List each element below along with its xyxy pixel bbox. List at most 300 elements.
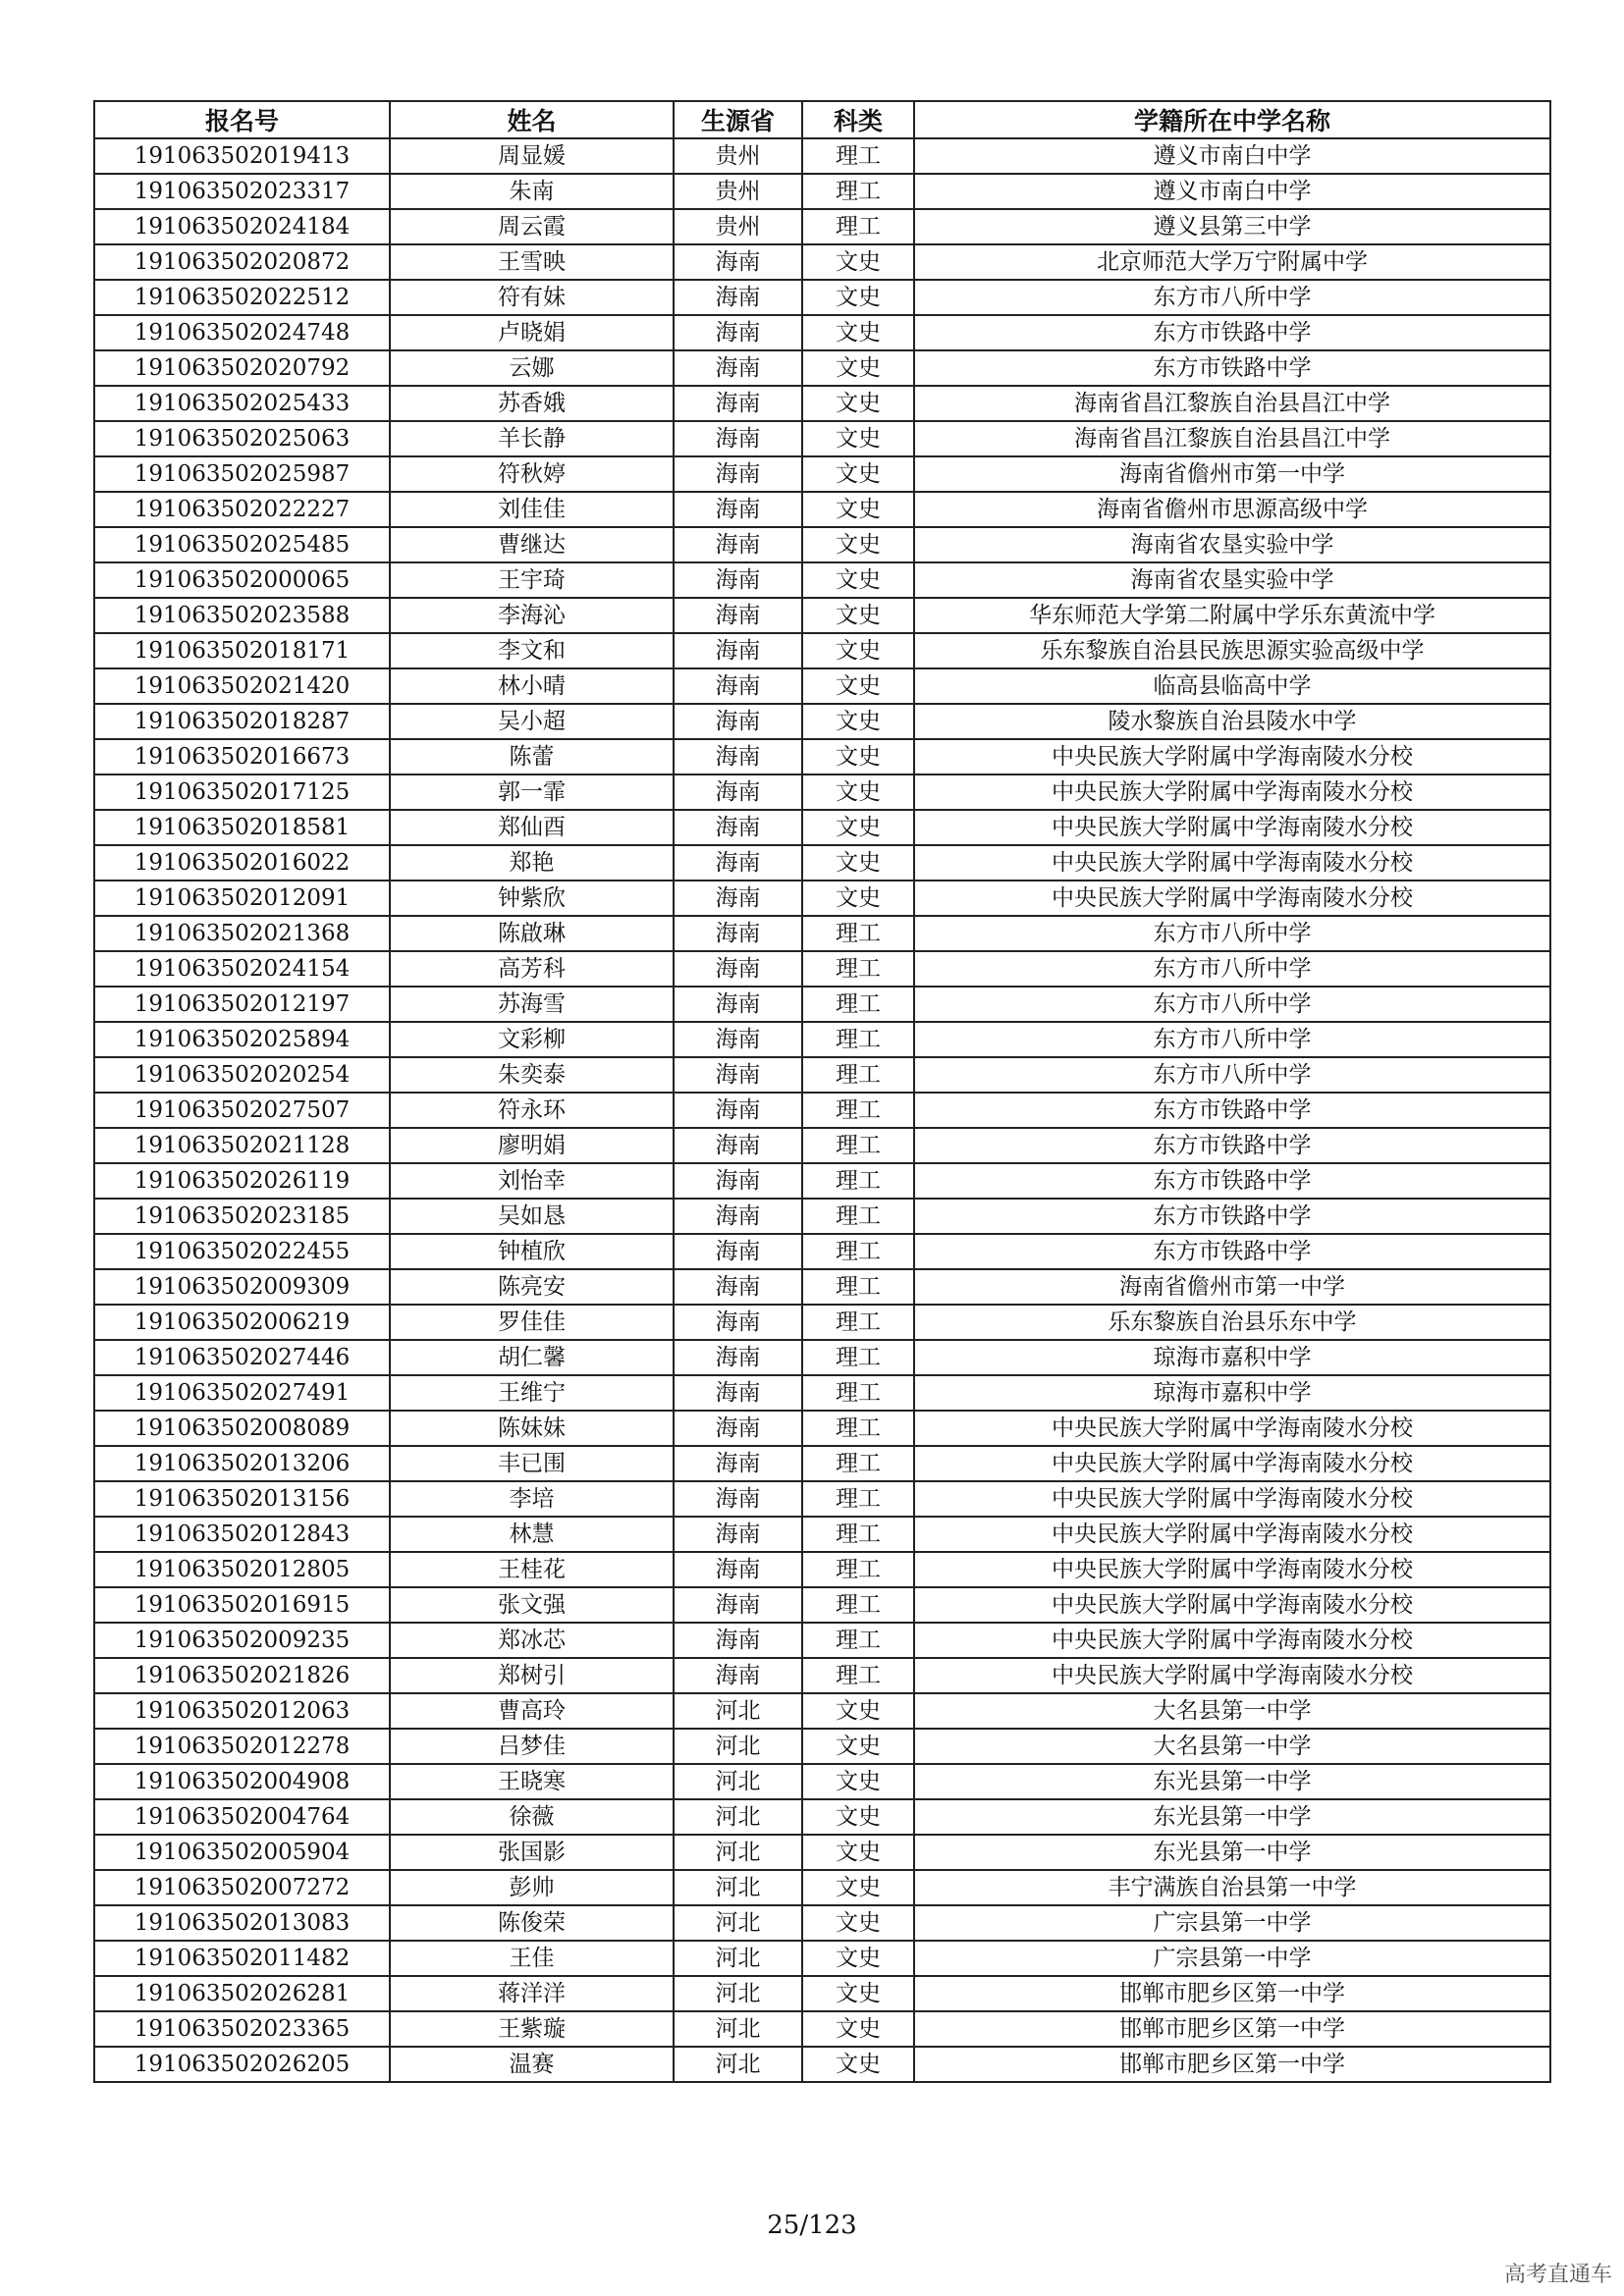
table-row bbox=[94, 386, 1550, 421]
table-row bbox=[94, 492, 1550, 527]
registration-number-cell: 191063502004908 bbox=[94, 1764, 390, 1799]
name-cell: 王雪映 bbox=[390, 244, 674, 280]
subject-cell: 文史 bbox=[802, 774, 914, 810]
table-row bbox=[94, 562, 1550, 598]
province-cell: 海南 bbox=[674, 386, 802, 421]
table-row bbox=[94, 1693, 1550, 1729]
school-cell: 中央民族大学附属中学海南陵水分校 bbox=[914, 1552, 1550, 1587]
school-cell: 乐东黎族自治县民族思源实验高级中学 bbox=[914, 633, 1550, 668]
header-school: 学籍所在中学名称 bbox=[914, 101, 1550, 138]
school-cell: 海南省昌江黎族自治县昌江中学 bbox=[914, 386, 1550, 421]
table-row bbox=[94, 739, 1550, 774]
school-cell: 东方市铁路中学 bbox=[914, 315, 1550, 350]
school-cell: 中央民族大学附属中学海南陵水分校 bbox=[914, 1517, 1550, 1552]
province-cell: 海南 bbox=[674, 810, 802, 845]
subject-cell: 文史 bbox=[802, 1764, 914, 1799]
registration-number-cell: 191063502012063 bbox=[94, 1693, 390, 1729]
subject-cell: 理工 bbox=[802, 1234, 914, 1269]
province-cell: 贵州 bbox=[674, 209, 802, 244]
header-province: 生源省 bbox=[674, 101, 802, 138]
table-row bbox=[94, 1446, 1550, 1481]
name-cell: 钟植欣 bbox=[390, 1234, 674, 1269]
table-row bbox=[94, 280, 1550, 315]
registration-number-cell: 191063502012805 bbox=[94, 1552, 390, 1587]
province-cell: 贵州 bbox=[674, 174, 802, 209]
table-row bbox=[94, 1552, 1550, 1587]
table-row bbox=[94, 1623, 1550, 1658]
registration-number-cell: 191063502022512 bbox=[94, 280, 390, 315]
table-row bbox=[94, 1163, 1550, 1199]
subject-cell: 文史 bbox=[802, 1905, 914, 1941]
name-cell: 陈俊荣 bbox=[390, 1905, 674, 1941]
registration-number-cell: 191063502009309 bbox=[94, 1269, 390, 1305]
name-cell: 林小晴 bbox=[390, 668, 674, 704]
province-cell: 海南 bbox=[674, 1411, 802, 1446]
name-cell: 廖明娟 bbox=[390, 1128, 674, 1163]
province-cell: 河北 bbox=[674, 1799, 802, 1835]
subject-cell: 文史 bbox=[802, 1729, 914, 1764]
table-row bbox=[94, 421, 1550, 456]
province-cell: 海南 bbox=[674, 845, 802, 881]
table-row bbox=[94, 1729, 1550, 1764]
province-cell: 海南 bbox=[674, 1163, 802, 1199]
school-cell: 中央民族大学附属中学海南陵水分校 bbox=[914, 1481, 1550, 1517]
name-cell: 胡仁馨 bbox=[390, 1340, 674, 1375]
subject-cell: 理工 bbox=[802, 174, 914, 209]
name-cell: 符秋婷 bbox=[390, 456, 674, 492]
province-cell: 海南 bbox=[674, 1552, 802, 1587]
table-body bbox=[94, 138, 1550, 2082]
name-cell: 徐薇 bbox=[390, 1799, 674, 1835]
name-cell: 张国影 bbox=[390, 1835, 674, 1870]
school-cell: 琼海市嘉积中学 bbox=[914, 1375, 1550, 1411]
registration-number-cell: 191063502021826 bbox=[94, 1658, 390, 1693]
school-cell: 北京师范大学万宁附属中学 bbox=[914, 244, 1550, 280]
registration-number-cell: 191063502018581 bbox=[94, 810, 390, 845]
school-cell: 琼海市嘉积中学 bbox=[914, 1340, 1550, 1375]
subject-cell: 文史 bbox=[802, 421, 914, 456]
subject-cell: 文史 bbox=[802, 810, 914, 845]
table-row bbox=[94, 987, 1550, 1022]
province-cell: 海南 bbox=[674, 1446, 802, 1481]
subject-cell: 理工 bbox=[802, 987, 914, 1022]
registration-number-cell: 191063502013083 bbox=[94, 1905, 390, 1941]
name-cell: 郑树引 bbox=[390, 1658, 674, 1693]
table-row bbox=[94, 2047, 1550, 2082]
table-row bbox=[94, 951, 1550, 987]
school-cell: 大名县第一中学 bbox=[914, 1693, 1550, 1729]
registration-number-cell: 191063502024748 bbox=[94, 315, 390, 350]
school-cell: 东方市铁路中学 bbox=[914, 1093, 1550, 1128]
name-cell: 陈亮安 bbox=[390, 1269, 674, 1305]
province-cell: 海南 bbox=[674, 1587, 802, 1623]
province-cell: 河北 bbox=[674, 1905, 802, 1941]
subject-cell: 文史 bbox=[802, 1870, 914, 1905]
table-row bbox=[94, 598, 1550, 633]
subject-cell: 理工 bbox=[802, 1305, 914, 1340]
name-cell: 周云霞 bbox=[390, 209, 674, 244]
subject-cell: 文史 bbox=[802, 244, 914, 280]
table-row bbox=[94, 1976, 1550, 2011]
school-cell: 海南省农垦实验中学 bbox=[914, 527, 1550, 562]
name-cell: 朱南 bbox=[390, 174, 674, 209]
subject-cell: 文史 bbox=[802, 2047, 914, 2082]
name-cell: 刘佳佳 bbox=[390, 492, 674, 527]
subject-cell: 文史 bbox=[802, 350, 914, 386]
province-cell: 河北 bbox=[674, 1729, 802, 1764]
table-row bbox=[94, 1941, 1550, 1976]
name-cell: 羊长静 bbox=[390, 421, 674, 456]
school-cell: 广宗县第一中学 bbox=[914, 1941, 1550, 1976]
table-row bbox=[94, 845, 1550, 881]
province-cell: 河北 bbox=[674, 1835, 802, 1870]
province-cell: 河北 bbox=[674, 2011, 802, 2047]
registration-number-cell: 191063502023588 bbox=[94, 598, 390, 633]
name-cell: 吕梦佳 bbox=[390, 1729, 674, 1764]
registration-number-cell: 191063502005904 bbox=[94, 1835, 390, 1870]
school-cell: 东方市八所中学 bbox=[914, 951, 1550, 987]
school-cell: 东方市八所中学 bbox=[914, 1057, 1550, 1093]
province-cell: 海南 bbox=[674, 456, 802, 492]
province-cell: 海南 bbox=[674, 1375, 802, 1411]
school-cell: 邯郸市肥乡区第一中学 bbox=[914, 2011, 1550, 2047]
registration-number-cell: 191063502000065 bbox=[94, 562, 390, 598]
province-cell: 河北 bbox=[674, 1693, 802, 1729]
province-cell: 贵州 bbox=[674, 138, 802, 174]
registration-number-cell: 191063502013156 bbox=[94, 1481, 390, 1517]
province-cell: 海南 bbox=[674, 1128, 802, 1163]
name-cell: 符有妹 bbox=[390, 280, 674, 315]
registration-number-cell: 191063502024154 bbox=[94, 951, 390, 987]
province-cell: 海南 bbox=[674, 1623, 802, 1658]
province-cell: 海南 bbox=[674, 739, 802, 774]
subject-cell: 理工 bbox=[802, 1552, 914, 1587]
table-row bbox=[94, 881, 1550, 916]
table-row bbox=[94, 1658, 1550, 1693]
subject-cell: 理工 bbox=[802, 1022, 914, 1057]
registration-number-cell: 191063502025433 bbox=[94, 386, 390, 421]
table-row bbox=[94, 1340, 1550, 1375]
registration-number-cell: 191063502023317 bbox=[94, 174, 390, 209]
school-cell: 东方市铁路中学 bbox=[914, 350, 1550, 386]
name-cell: 吴如恳 bbox=[390, 1199, 674, 1234]
province-cell: 海南 bbox=[674, 1199, 802, 1234]
table-row bbox=[94, 1022, 1550, 1057]
name-cell: 王桂花 bbox=[390, 1552, 674, 1587]
subject-cell: 文史 bbox=[802, 881, 914, 916]
school-cell: 乐东黎族自治县乐东中学 bbox=[914, 1305, 1550, 1340]
school-cell: 中央民族大学附属中学海南陵水分校 bbox=[914, 1623, 1550, 1658]
registration-number-cell: 191063502025485 bbox=[94, 527, 390, 562]
school-cell: 东方市八所中学 bbox=[914, 1022, 1550, 1057]
school-cell: 邯郸市肥乡区第一中学 bbox=[914, 2047, 1550, 2082]
name-cell: 王紫璇 bbox=[390, 2011, 674, 2047]
registration-number-cell: 191063502016673 bbox=[94, 739, 390, 774]
school-cell: 广宗县第一中学 bbox=[914, 1905, 1550, 1941]
registration-number-cell: 191063502020254 bbox=[94, 1057, 390, 1093]
school-cell: 中央民族大学附属中学海南陵水分校 bbox=[914, 1411, 1550, 1446]
school-cell: 中央民族大学附属中学海南陵水分校 bbox=[914, 1658, 1550, 1693]
school-cell: 东方市铁路中学 bbox=[914, 1128, 1550, 1163]
name-cell: 李培 bbox=[390, 1481, 674, 1517]
province-cell: 海南 bbox=[674, 527, 802, 562]
school-cell: 邯郸市肥乡区第一中学 bbox=[914, 1976, 1550, 2011]
registration-number-cell: 191063502021128 bbox=[94, 1128, 390, 1163]
registration-number-cell: 191063502012843 bbox=[94, 1517, 390, 1552]
province-cell: 海南 bbox=[674, 774, 802, 810]
subject-cell: 文史 bbox=[802, 492, 914, 527]
province-cell: 海南 bbox=[674, 244, 802, 280]
province-cell: 海南 bbox=[674, 1517, 802, 1552]
watermark-text: 高考直通车 bbox=[1503, 2263, 1612, 2287]
name-cell: 王宇琦 bbox=[390, 562, 674, 598]
registration-number-cell: 191063502007272 bbox=[94, 1870, 390, 1905]
school-cell: 中央民族大学附属中学海南陵水分校 bbox=[914, 845, 1550, 881]
name-cell: 林慧 bbox=[390, 1517, 674, 1552]
subject-cell: 理工 bbox=[802, 209, 914, 244]
table-row bbox=[94, 350, 1550, 386]
province-cell: 海南 bbox=[674, 881, 802, 916]
registration-number-cell: 191063502017125 bbox=[94, 774, 390, 810]
subject-cell: 理工 bbox=[802, 1093, 914, 1128]
page-number: 25/123 bbox=[767, 2211, 857, 2240]
province-cell: 海南 bbox=[674, 598, 802, 633]
school-cell: 海南省昌江黎族自治县昌江中学 bbox=[914, 421, 1550, 456]
province-cell: 海南 bbox=[674, 280, 802, 315]
registration-number-cell: 191063502026281 bbox=[94, 1976, 390, 2011]
registration-number-cell: 191063502026205 bbox=[94, 2047, 390, 2082]
registration-number-cell: 191063502006219 bbox=[94, 1305, 390, 1340]
registration-number-cell: 191063502023365 bbox=[94, 2011, 390, 2047]
name-cell: 朱奕泰 bbox=[390, 1057, 674, 1093]
table-row bbox=[94, 1870, 1550, 1905]
registration-number-cell: 191063502025987 bbox=[94, 456, 390, 492]
subject-cell: 理工 bbox=[802, 1375, 914, 1411]
table-row bbox=[94, 1481, 1550, 1517]
name-cell: 刘怡幸 bbox=[390, 1163, 674, 1199]
subject-cell: 文史 bbox=[802, 1693, 914, 1729]
subject-cell: 理工 bbox=[802, 1128, 914, 1163]
table-row bbox=[94, 1764, 1550, 1799]
table-row bbox=[94, 1128, 1550, 1163]
registration-number-cell: 191063502018171 bbox=[94, 633, 390, 668]
province-cell: 海南 bbox=[674, 1658, 802, 1693]
table-row bbox=[94, 1905, 1550, 1941]
name-cell: 陈啟琳 bbox=[390, 916, 674, 951]
school-cell: 东方市八所中学 bbox=[914, 916, 1550, 951]
name-cell: 钟紫欣 bbox=[390, 881, 674, 916]
province-cell: 河北 bbox=[674, 1764, 802, 1799]
name-cell: 郭一霏 bbox=[390, 774, 674, 810]
registration-number-cell: 191063502004764 bbox=[94, 1799, 390, 1835]
subject-cell: 理工 bbox=[802, 1411, 914, 1446]
name-cell: 郑冰芯 bbox=[390, 1623, 674, 1658]
province-cell: 海南 bbox=[674, 1022, 802, 1057]
province-cell: 海南 bbox=[674, 315, 802, 350]
subject-cell: 文史 bbox=[802, 562, 914, 598]
name-cell: 蒋洋洋 bbox=[390, 1976, 674, 2011]
subject-cell: 理工 bbox=[802, 916, 914, 951]
table-row bbox=[94, 1587, 1550, 1623]
registration-number-cell: 191063502022227 bbox=[94, 492, 390, 527]
province-cell: 海南 bbox=[674, 492, 802, 527]
name-cell: 吴小超 bbox=[390, 704, 674, 739]
table-row bbox=[94, 668, 1550, 704]
table-row bbox=[94, 633, 1550, 668]
registration-number-cell: 191063502026119 bbox=[94, 1163, 390, 1199]
name-cell: 张文强 bbox=[390, 1587, 674, 1623]
table-row bbox=[94, 1199, 1550, 1234]
school-cell: 东光县第一中学 bbox=[914, 1835, 1550, 1870]
admission-list-table bbox=[93, 100, 1551, 2083]
subject-cell: 理工 bbox=[802, 1163, 914, 1199]
name-cell: 李文和 bbox=[390, 633, 674, 668]
subject-cell: 理工 bbox=[802, 1481, 914, 1517]
registration-number-cell: 191063502021368 bbox=[94, 916, 390, 951]
school-cell: 遵义市南白中学 bbox=[914, 138, 1550, 174]
subject-cell: 理工 bbox=[802, 1587, 914, 1623]
header-name: 姓名 bbox=[390, 101, 674, 138]
school-cell: 海南省儋州市第一中学 bbox=[914, 1269, 1550, 1305]
table-row bbox=[94, 456, 1550, 492]
table-row bbox=[94, 1799, 1550, 1835]
school-cell: 东方市八所中学 bbox=[914, 280, 1550, 315]
header-subject: 科类 bbox=[802, 101, 914, 138]
subject-cell: 文史 bbox=[802, 527, 914, 562]
registration-number-cell: 191063502012197 bbox=[94, 987, 390, 1022]
school-cell: 海南省儋州市思源高级中学 bbox=[914, 492, 1550, 527]
subject-cell: 文史 bbox=[802, 386, 914, 421]
subject-cell: 文史 bbox=[802, 456, 914, 492]
registration-number-cell: 191063502020792 bbox=[94, 350, 390, 386]
table-row bbox=[94, 315, 1550, 350]
subject-cell: 文史 bbox=[802, 704, 914, 739]
province-cell: 海南 bbox=[674, 350, 802, 386]
registration-number-cell: 191063502008089 bbox=[94, 1411, 390, 1446]
name-cell: 李海沁 bbox=[390, 598, 674, 633]
subject-cell: 理工 bbox=[802, 138, 914, 174]
registration-number-cell: 191063502018287 bbox=[94, 704, 390, 739]
province-cell: 河北 bbox=[674, 1870, 802, 1905]
registration-number-cell: 191063502012278 bbox=[94, 1729, 390, 1764]
province-cell: 海南 bbox=[674, 1481, 802, 1517]
subject-cell: 理工 bbox=[802, 1340, 914, 1375]
subject-cell: 理工 bbox=[802, 1658, 914, 1693]
table-row bbox=[94, 1234, 1550, 1269]
school-cell: 东方市铁路中学 bbox=[914, 1234, 1550, 1269]
subject-cell: 理工 bbox=[802, 1199, 914, 1234]
registration-number-cell: 191063502024184 bbox=[94, 209, 390, 244]
province-cell: 海南 bbox=[674, 668, 802, 704]
province-cell: 海南 bbox=[674, 1305, 802, 1340]
subject-cell: 文史 bbox=[802, 633, 914, 668]
subject-cell: 文史 bbox=[802, 845, 914, 881]
table-row bbox=[94, 138, 1550, 174]
province-cell: 河北 bbox=[674, 1941, 802, 1976]
name-cell: 苏香娥 bbox=[390, 386, 674, 421]
name-cell: 高芳科 bbox=[390, 951, 674, 987]
subject-cell: 理工 bbox=[802, 951, 914, 987]
name-cell: 王晓寒 bbox=[390, 1764, 674, 1799]
name-cell: 温赛 bbox=[390, 2047, 674, 2082]
subject-cell: 文史 bbox=[802, 280, 914, 315]
header-registration-number: 报名号 bbox=[94, 101, 390, 138]
registration-number-cell: 191063502016915 bbox=[94, 1587, 390, 1623]
table-row bbox=[94, 810, 1550, 845]
registration-number-cell: 191063502025063 bbox=[94, 421, 390, 456]
table-row bbox=[94, 174, 1550, 209]
school-cell: 海南省农垦实验中学 bbox=[914, 562, 1550, 598]
name-cell: 罗佳佳 bbox=[390, 1305, 674, 1340]
province-cell: 海南 bbox=[674, 1093, 802, 1128]
name-cell: 云娜 bbox=[390, 350, 674, 386]
school-cell: 中央民族大学附属中学海南陵水分校 bbox=[914, 1587, 1550, 1623]
table-row bbox=[94, 527, 1550, 562]
province-cell: 河北 bbox=[674, 1976, 802, 2011]
school-cell: 华东师范大学第二附属中学乐东黄流中学 bbox=[914, 598, 1550, 633]
registration-number-cell: 191063502021420 bbox=[94, 668, 390, 704]
name-cell: 符永环 bbox=[390, 1093, 674, 1128]
school-cell: 中央民族大学附属中学海南陵水分校 bbox=[914, 1446, 1550, 1481]
province-cell: 海南 bbox=[674, 704, 802, 739]
name-cell: 苏海雪 bbox=[390, 987, 674, 1022]
subject-cell: 文史 bbox=[802, 739, 914, 774]
registration-number-cell: 191063502009235 bbox=[94, 1623, 390, 1658]
name-cell: 陈蕾 bbox=[390, 739, 674, 774]
province-cell: 海南 bbox=[674, 421, 802, 456]
table-row bbox=[94, 704, 1550, 739]
school-cell: 临高县临高中学 bbox=[914, 668, 1550, 704]
name-cell: 卢晓娟 bbox=[390, 315, 674, 350]
registration-number-cell: 191063502020872 bbox=[94, 244, 390, 280]
province-cell: 海南 bbox=[674, 951, 802, 987]
name-cell: 王佳 bbox=[390, 1941, 674, 1976]
table-row bbox=[94, 1269, 1550, 1305]
subject-cell: 理工 bbox=[802, 1517, 914, 1552]
subject-cell: 理工 bbox=[802, 1623, 914, 1658]
table-row bbox=[94, 1375, 1550, 1411]
subject-cell: 理工 bbox=[802, 1269, 914, 1305]
subject-cell: 文史 bbox=[802, 1941, 914, 1976]
subject-cell: 文史 bbox=[802, 598, 914, 633]
registration-number-cell: 191063502027491 bbox=[94, 1375, 390, 1411]
table-row bbox=[94, 774, 1550, 810]
subject-cell: 文史 bbox=[802, 668, 914, 704]
name-cell: 陈妹妹 bbox=[390, 1411, 674, 1446]
school-cell: 东方市八所中学 bbox=[914, 987, 1550, 1022]
province-cell: 海南 bbox=[674, 987, 802, 1022]
school-cell: 丰宁满族自治县第一中学 bbox=[914, 1870, 1550, 1905]
name-cell: 周显媛 bbox=[390, 138, 674, 174]
registration-number-cell: 191063502027446 bbox=[94, 1340, 390, 1375]
table-row bbox=[94, 916, 1550, 951]
school-cell: 中央民族大学附属中学海南陵水分校 bbox=[914, 881, 1550, 916]
school-cell: 陵水黎族自治县陵水中学 bbox=[914, 704, 1550, 739]
table-row bbox=[94, 2011, 1550, 2047]
province-cell: 海南 bbox=[674, 1269, 802, 1305]
name-cell: 彭帅 bbox=[390, 1870, 674, 1905]
school-cell: 中央民族大学附属中学海南陵水分校 bbox=[914, 810, 1550, 845]
table-row bbox=[94, 1093, 1550, 1128]
subject-cell: 文史 bbox=[802, 1976, 914, 2011]
subject-cell: 文史 bbox=[802, 315, 914, 350]
registration-number-cell: 191063502013206 bbox=[94, 1446, 390, 1481]
province-cell: 海南 bbox=[674, 1057, 802, 1093]
province-cell: 海南 bbox=[674, 916, 802, 951]
province-cell: 海南 bbox=[674, 562, 802, 598]
table-row bbox=[94, 1305, 1550, 1340]
table-row bbox=[94, 1411, 1550, 1446]
